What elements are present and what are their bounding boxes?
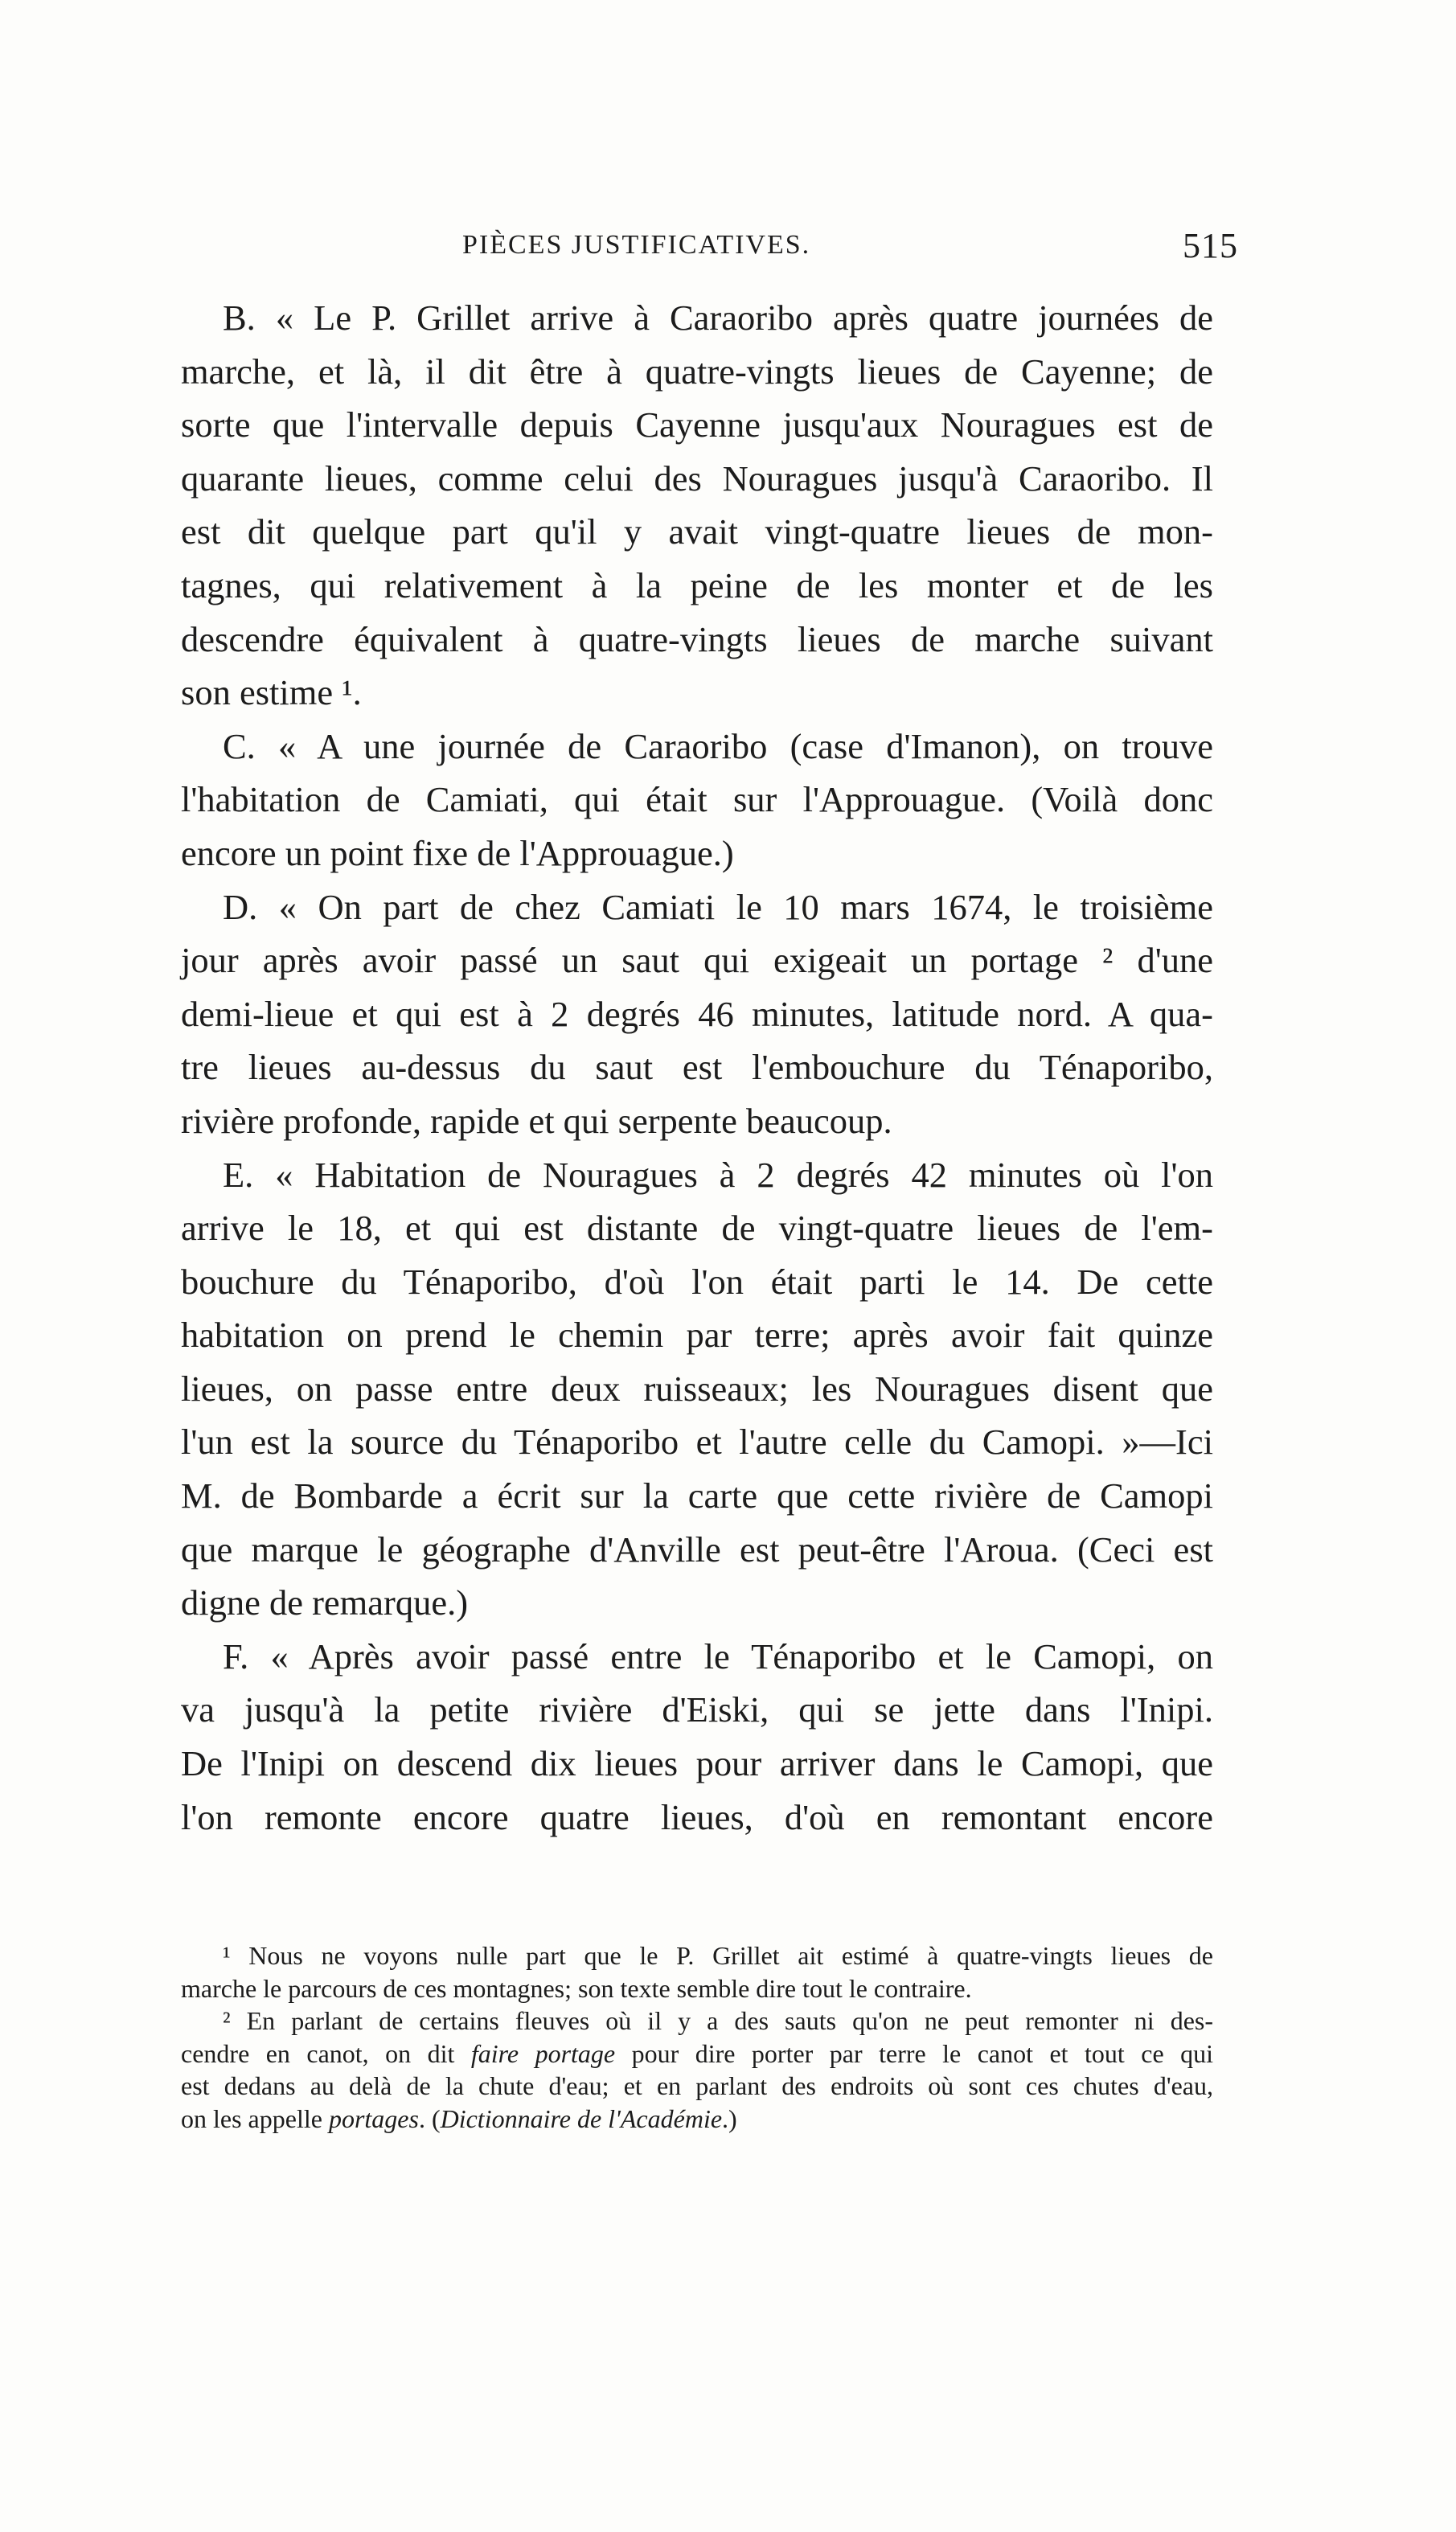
paragraph-e-line: M. de Bombarde a écrit sur la carte que cette rivière de Camopi [181, 1475, 1213, 1516]
footnote-1-line: marche le parcours de ces montagnes; son texte semble dire tout le contraire. [181, 1973, 972, 2003]
body-text [181, 291, 1213, 1844]
paragraph-b-line: descendre équivalent à quatre-vingts lieues de marche suivant [181, 618, 1213, 659]
running-head [185, 225, 1238, 273]
running-title: PIÈCES JUSTIFICATIVES. [462, 230, 811, 260]
footnote-2-line: est dedans au delà de la chute d'eau; et en parlant des endroits où sont ces chutes d'eau, [181, 2071, 1213, 2100]
footnote-2-text: . ( [418, 2103, 441, 2133]
paragraph-b-line: marche, et là, il dit être à quatre-vingts lieues de Cayenne; de [181, 351, 1213, 392]
page-number: 515 [1183, 226, 1238, 265]
paragraph-b-line: B. « Le P. Grillet arrive à Caraoribo après quatre journées de [223, 298, 1213, 338]
paragraph-f-line: De l'Inipi on descend dix lieues pour arriver dans le Camopi, que [181, 1743, 1213, 1784]
footnote-2-italic-term: faire portage [470, 2038, 616, 2068]
footnote-2-italic-term: portages [328, 2103, 419, 2133]
footnote-2-line [181, 2038, 1213, 2070]
paragraph-c-line: l'habitation de Camiati, qui était sur l'Approuague. (Voilà donc [181, 779, 1213, 820]
paragraph-d-line: demi-lieue et qui est à 2 degrés 46 minutes, latitude nord. A qua- [181, 993, 1213, 1034]
paragraph-b-line: son estime ¹. [181, 672, 362, 713]
paragraph-e-line: arrive le 18, et qui est distante de vingt-quatre lieues de l'em- [181, 1208, 1213, 1249]
footnote-2-line [181, 2103, 1213, 2136]
paragraph-e-line: l'un est la source du Ténaporibo et l'autre celle du Camopi. »—Ici [181, 1422, 1213, 1463]
paragraph-c-line: C. « A une journée de Caraoribo (case d'Imanon), on trouve [223, 725, 1213, 766]
footnotes [181, 1939, 1213, 2135]
paragraph-d-line: D. « On part de chez Camiati le 10 mars 1674, le troisième [223, 886, 1213, 927]
paragraph-f-line: va jusqu'à la petite rivière d'Eiski, qui se jette dans l'Inipi. [181, 1689, 1213, 1730]
paragraph-e-line: E. « Habitation de Nouragues à 2 degrés 42 minutes où l'on [223, 1154, 1213, 1195]
paragraph-e-line: habitation on prend le chemin par terre; après avoir fait quinze [181, 1315, 1213, 1356]
footnote-2-line: ² En parlant de certains fleuves où il y a des sauts qu'on ne peut remonter ni des- [223, 2006, 1213, 2035]
footnote-1-line: ¹ Nous ne voyons nulle part que le P. Grillet ait estimé à quatre-vingts lieues de [223, 1941, 1213, 1970]
paragraph-e-line: digne de remarque.) [181, 1582, 469, 1623]
footnote-2-text: on les appelle [181, 2103, 329, 2133]
footnote-2-text: cendre en canot, on dit [181, 2038, 471, 2068]
footnote-2-text: .) [722, 2103, 737, 2133]
paragraph-c-line: encore un point fixe de l'Approuague.) [181, 832, 734, 873]
paragraph-e-line: lieues, on passe entre deux ruisseaux; les Nouragues disent que [181, 1368, 1213, 1409]
footnote-2-text: pour dire porter par terre le canot et tout ce qui [615, 2038, 1214, 2068]
paragraph-f-line: l'on remonte encore quatre lieues, d'où en remontant encore [181, 1796, 1213, 1837]
paragraph-b-line: sorte que l'intervalle depuis Cayenne jusqu'aux Nouragues est de [181, 404, 1213, 445]
paragraph-e-line: que marque le géographe d'Anville est peut-être l'Aroua. (Ceci est [181, 1529, 1213, 1570]
paragraph-b-line: est dit quelque part qu'il y avait vingt-quatre lieues de mon- [181, 511, 1213, 552]
paragraph-d-line: tre lieues au-dessus du saut est l'embouchure du Ténaporibo, [181, 1047, 1213, 1088]
paragraph-b-line: quarante lieues, comme celui des Nouragues jusqu'à Caraoribo. Il [181, 458, 1213, 499]
paragraph-d-line: jour après avoir passé un saut qui exigeait un portage ² d'une [181, 940, 1213, 981]
paragraph-d-line: rivière profonde, rapide et qui serpente beaucoup. [181, 1100, 892, 1141]
paragraph-e-line: bouchure du Ténaporibo, d'où l'on était parti le 14. De cette [181, 1261, 1213, 1302]
paragraph-b-line: tagnes, qui relativement à la peine de les monter et de les [181, 564, 1213, 605]
footnote-2-italic-source: Dictionnaire de l'Académie [440, 2103, 723, 2133]
paragraph-f-line: F. « Après avoir passé entre le Ténaporibo et le Camopi, on [223, 1635, 1213, 1676]
